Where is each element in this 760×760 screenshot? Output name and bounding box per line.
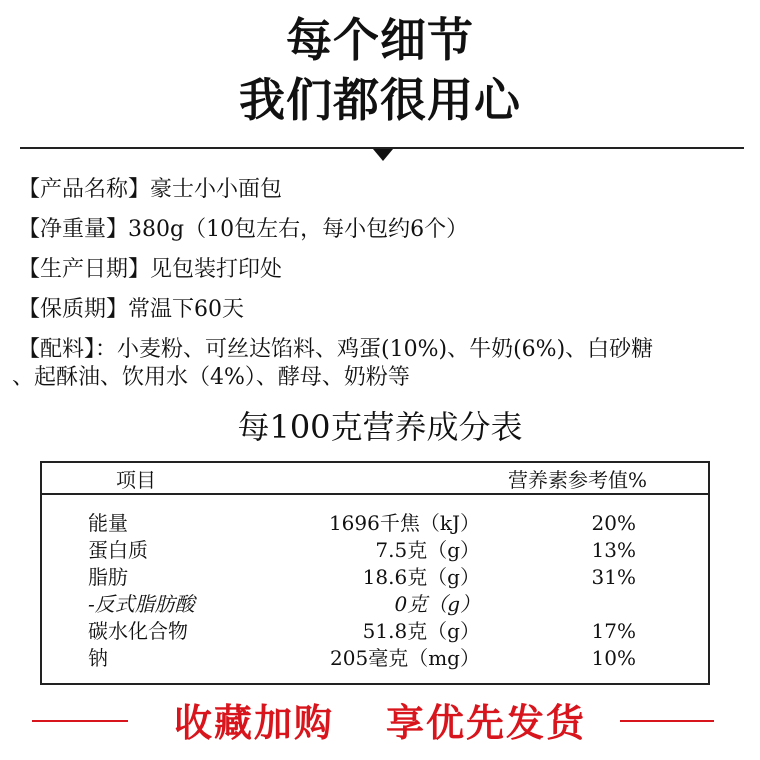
info-row-ingredients	[18, 335, 653, 365]
info-row-shelf-life	[18, 295, 244, 325]
table-cell-nrv: 10%	[591, 646, 636, 670]
table-cell-nrv: 31%	[591, 565, 636, 589]
nutrition-table-title: 每100克营养成分表	[237, 408, 523, 446]
info-value: 豪士小小面包	[150, 177, 283, 202]
footer-priority-text: 享优先发货	[386, 700, 587, 745]
down-arrow-icon	[373, 149, 393, 161]
table-cell-amount: 7.5克（g）	[375, 538, 480, 562]
info-label: 【生产日期】	[18, 257, 151, 282]
table-header-divider	[40, 493, 710, 495]
info-label: 【配料】	[18, 337, 96, 362]
info-value: 见包装打印处	[150, 257, 283, 282]
table-cell-amount: 1696千焦（kJ）	[328, 511, 480, 535]
info-label: 【净重量】	[18, 217, 129, 242]
info-row-net-weight	[18, 215, 468, 245]
table-cell-item: 钠	[88, 646, 108, 670]
table-header-nrv: 营养素参考值%	[508, 468, 648, 492]
info-row-production-date	[18, 255, 282, 285]
footer-banner	[0, 700, 760, 746]
table-cell-item: 脂肪	[88, 565, 128, 589]
info-label: 【产品名称】	[18, 177, 151, 202]
ingredients-continued: 、起酥油、饮用水（4%）、酵母、奶粉等	[12, 365, 410, 390]
table-cell-amount: 0克（g）	[394, 592, 480, 616]
info-value: 常温下60天	[128, 297, 245, 322]
table-cell-item: 碳水化合物	[88, 619, 188, 643]
headline-line-1: 每个细节	[286, 13, 474, 67]
footer-collect-text: 收藏加购	[173, 700, 334, 745]
info-value: ：小麦粉、可丝达馅料、鸡蛋(10%)、牛奶(6%)、白砂糖	[95, 337, 654, 362]
info-value: 380g（10包左右，每小包约6个）	[128, 217, 469, 242]
table-cell-nrv: 20%	[591, 511, 636, 535]
headline-line-2: 我们都很用心	[239, 73, 521, 127]
table-header-item: 项目	[116, 468, 156, 492]
table-cell-amount: 205毫克（mg）	[330, 646, 480, 670]
table-cell-nrv: 13%	[591, 538, 636, 562]
table-cell-item: -反式脂肪酸	[88, 592, 195, 616]
info-row-product-name	[18, 175, 282, 205]
table-cell-nrv: 17%	[591, 619, 636, 643]
table-cell-item: 能量	[88, 511, 128, 535]
table-cell-item: 蛋白质	[88, 538, 148, 562]
table-cell-amount: 51.8克（g）	[362, 619, 480, 643]
table-cell-amount: 18.6克（g）	[362, 565, 480, 589]
info-label: 【保质期】	[18, 297, 129, 322]
